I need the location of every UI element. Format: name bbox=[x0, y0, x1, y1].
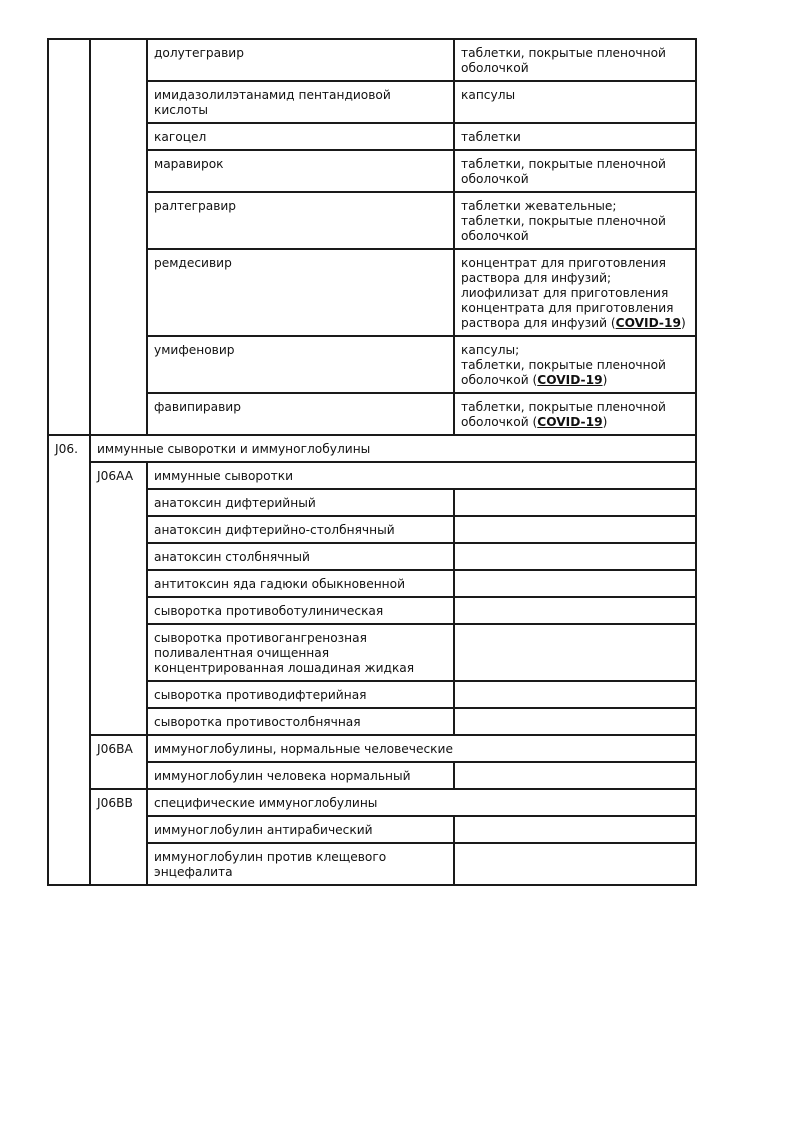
drug-name-text: иммуноглобулин антирабический bbox=[154, 823, 373, 837]
drug-form bbox=[454, 489, 696, 516]
drug-table-body bbox=[48, 39, 696, 885]
drug-name-text: ралтегравир bbox=[154, 199, 237, 213]
drug-form bbox=[454, 681, 696, 708]
drug-form bbox=[454, 249, 696, 336]
drug-name bbox=[147, 708, 454, 735]
drug-form-text: таблетки, покрытые пленочной оболочкой bbox=[461, 157, 666, 186]
covid-link[interactable]: COVID-19 bbox=[537, 415, 603, 429]
drug-name-text: сыворотка противодифтерийная bbox=[154, 688, 367, 702]
drug-name bbox=[147, 249, 454, 336]
drug-name-text: анатоксин столбнячный bbox=[154, 550, 310, 564]
drug-name bbox=[147, 843, 454, 885]
drug-form bbox=[454, 123, 696, 150]
drug-form bbox=[454, 336, 696, 393]
drug-name bbox=[147, 150, 454, 192]
group-row bbox=[48, 435, 696, 462]
drug-name bbox=[147, 81, 454, 123]
drug-name bbox=[147, 393, 454, 435]
drug-name bbox=[147, 816, 454, 843]
subgroup-code-text: J06BB bbox=[97, 796, 133, 810]
drug-name-text: сыворотка противостолбнячная bbox=[154, 715, 361, 729]
drug-form-text: таблетки жевательные; таблетки, покрытые пленочной оболочкой bbox=[461, 199, 666, 243]
subgroup-row bbox=[48, 462, 696, 489]
drug-form-text: таблетки, покрытые пленочной оболочкой ( bbox=[461, 400, 666, 429]
drug-name bbox=[147, 570, 454, 597]
subgroup-title bbox=[147, 789, 696, 816]
drug-name-text: кагоцел bbox=[154, 130, 207, 144]
drug-form-text: концентрат для приготовления раствора для инфузий; лиофилизат для приготовления концентрата для приготовления раствора для инфузий ( bbox=[461, 256, 674, 330]
covid-link[interactable]: COVID-19 bbox=[537, 373, 603, 387]
subgroup-title bbox=[147, 462, 696, 489]
drug-form bbox=[454, 192, 696, 249]
subgroup-code-text: J06BA bbox=[97, 742, 133, 756]
group-code bbox=[48, 435, 90, 885]
drug-name-text: сыворотка противоботулиническая bbox=[154, 604, 384, 618]
drug-form-end: ) bbox=[602, 373, 608, 387]
drug-name bbox=[147, 489, 454, 516]
drug-name-text: анатоксин дифтерийно-столбнячный bbox=[154, 523, 395, 537]
drug-name bbox=[147, 516, 454, 543]
subgroup-title-text: специфические иммуноглобулины bbox=[154, 796, 378, 810]
subgroup-code bbox=[90, 462, 147, 735]
drug-name-text: маравирок bbox=[154, 157, 224, 171]
subgroup-row bbox=[48, 789, 696, 816]
drug-name bbox=[147, 123, 454, 150]
drug-name-text: иммуноглобулин против клещевого энцефалита bbox=[154, 850, 387, 879]
table-row bbox=[48, 39, 696, 81]
drug-form bbox=[454, 597, 696, 624]
drug-form bbox=[454, 762, 696, 789]
drug-name-text: иммуноглобулин человека нормальный bbox=[154, 769, 411, 783]
drug-form bbox=[454, 570, 696, 597]
drug-name-text: антитоксин яда гадюки обыкновенной bbox=[154, 577, 406, 591]
drug-form-text: капсулы bbox=[461, 88, 516, 102]
drug-name bbox=[147, 39, 454, 81]
drug-form bbox=[454, 39, 696, 81]
subgroup-title-text: иммуноглобулины, нормальные человеческие bbox=[154, 742, 453, 756]
subgroup-title-text: иммунные сыворотки bbox=[154, 469, 293, 483]
drug-name-text: ремдесивир bbox=[154, 256, 232, 270]
subgroup-title bbox=[147, 735, 696, 762]
group-code-cell bbox=[48, 39, 90, 435]
drug-form bbox=[454, 516, 696, 543]
drug-form-end: ) bbox=[602, 415, 608, 429]
drug-form-text: таблетки, покрытые пленочной оболочкой bbox=[461, 46, 666, 75]
drug-name bbox=[147, 336, 454, 393]
drug-name bbox=[147, 624, 454, 681]
covid-link[interactable]: COVID-19 bbox=[615, 316, 681, 330]
drug-form bbox=[454, 543, 696, 570]
group-title-text: иммунные сыворотки и иммуноглобулины bbox=[97, 442, 371, 456]
drug-form-text: капсулы; таблетки, покрытые пленочной оболочкой ( bbox=[461, 343, 666, 387]
drug-name bbox=[147, 597, 454, 624]
subgroup-code bbox=[90, 735, 147, 789]
drug-form-end: ) bbox=[680, 316, 686, 330]
drug-name bbox=[147, 543, 454, 570]
drug-name bbox=[147, 681, 454, 708]
drug-form bbox=[454, 624, 696, 681]
drug-form-text: таблетки bbox=[461, 130, 521, 144]
drug-name-text: имидазолилэтанамид пентандиовой кислоты bbox=[154, 88, 391, 117]
drug-form bbox=[454, 843, 696, 885]
drug-name bbox=[147, 192, 454, 249]
drug-name-text: умифеновир bbox=[154, 343, 235, 357]
drug-form bbox=[454, 816, 696, 843]
group-code-text: J06. bbox=[55, 442, 78, 456]
drug-form bbox=[454, 708, 696, 735]
subgroup-row bbox=[48, 735, 696, 762]
drug-form bbox=[454, 81, 696, 123]
drug-name-text: фавипиравир bbox=[154, 400, 241, 414]
drug-name bbox=[147, 762, 454, 789]
subgroup-code bbox=[90, 789, 147, 885]
drug-table bbox=[47, 38, 697, 886]
drug-name-text: сыворотка противогангренозная поливалентная очищенная концентрированная лошадиная жидкая bbox=[154, 631, 415, 675]
drug-name-text: анатоксин дифтерийный bbox=[154, 496, 316, 510]
subgroup-code-cell bbox=[90, 39, 147, 435]
drug-form bbox=[454, 393, 696, 435]
drug-name-text: долутегравир bbox=[154, 46, 244, 60]
group-title bbox=[90, 435, 696, 462]
drug-form bbox=[454, 150, 696, 192]
subgroup-code-text: J06AA bbox=[97, 469, 134, 483]
